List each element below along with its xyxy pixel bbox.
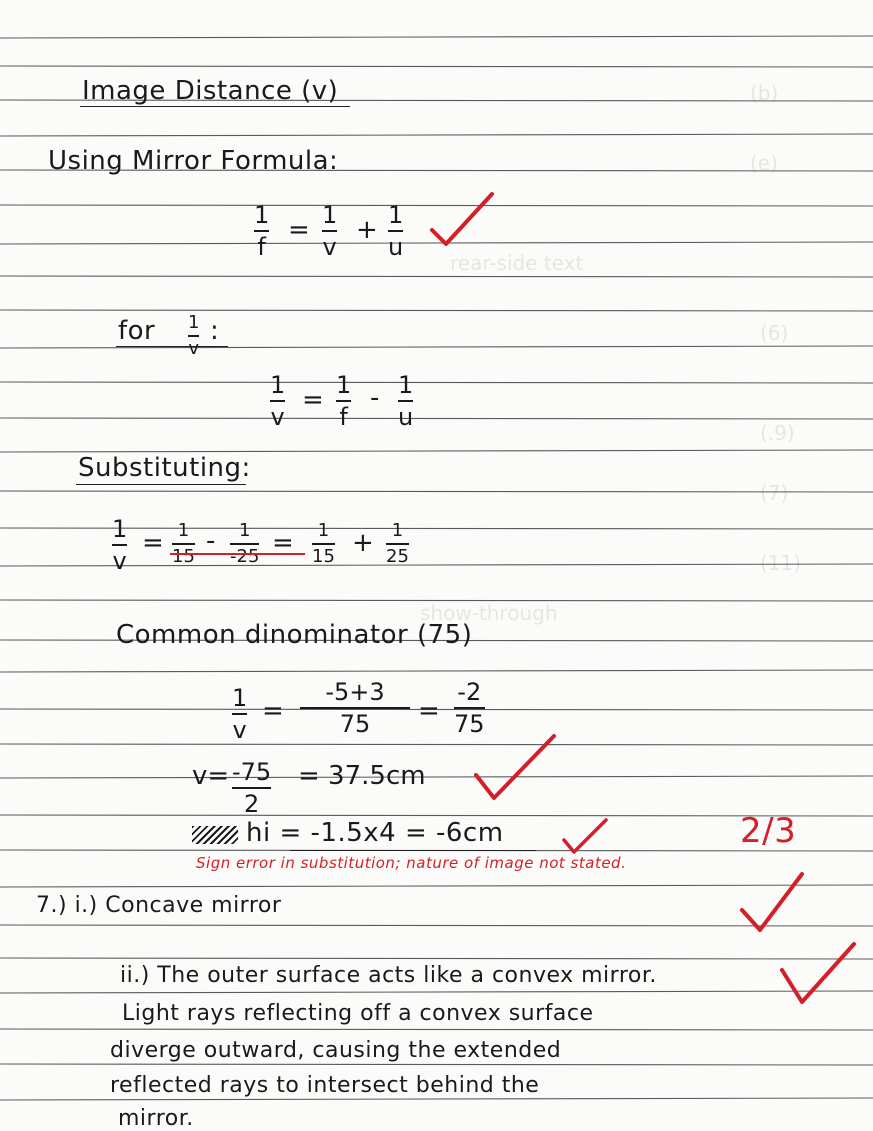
rule-line — [0, 418, 873, 419]
rule-line — [0, 450, 873, 452]
rule-line — [0, 1064, 873, 1065]
svg-text:(7): (7) — [760, 481, 789, 505]
formula-term-v: 1 v — [322, 201, 338, 261]
rule-line — [0, 670, 873, 672]
rule-line — [0, 991, 873, 993]
hi-underline — [290, 850, 536, 851]
for-colon: : — [210, 316, 219, 346]
formula-plus: + — [356, 215, 378, 245]
rule-line — [0, 776, 873, 778]
for-label: for — [118, 316, 156, 346]
rule-line — [0, 36, 873, 38]
heading-underline — [80, 106, 350, 107]
checkmark-icon — [470, 730, 560, 805]
sub-term-15b: 1 15 — [312, 520, 335, 567]
substituting-underline — [76, 484, 246, 485]
q7-ii-line-4: reflected rays to intersect behind the — [110, 1073, 540, 1098]
svg-text:(6): (6) — [760, 321, 789, 345]
svg-text:show-through: show-through — [420, 601, 558, 625]
svg-text:(b): (b) — [750, 81, 779, 105]
checkmark-icon — [560, 816, 610, 856]
sub-plus: + — [352, 528, 374, 558]
combine-equals-2: = — [418, 696, 440, 726]
svg-text:rear-side text: rear-side text — [450, 251, 584, 275]
rule-line — [0, 528, 873, 529]
rearranged-lhs: 1 v — [270, 371, 286, 431]
rearranged-term-f: 1 f — [336, 371, 352, 431]
substituting-label: Substituting: — [78, 453, 251, 483]
q7-ii-line-3: diverge outward, causing the extended — [110, 1038, 562, 1063]
rule-line — [0, 1098, 873, 1100]
formula-equals: = — [288, 215, 310, 245]
combine-result: -2 75 — [454, 678, 485, 738]
sub-equals-1: = — [142, 528, 164, 558]
combine-mid: -5+3 75 — [300, 680, 410, 736]
sub-lhs: 1 v — [112, 515, 128, 575]
svg-text:(e): (e) — [750, 151, 778, 175]
hi-line: hi = -1.5x4 = -6cm — [246, 818, 504, 848]
rule-line — [0, 564, 873, 566]
rearranged-term-u: 1 u — [398, 371, 414, 431]
v-fraction: -75 2 — [232, 758, 272, 818]
q7-ii-line-2: Light rays reflecting off a convex surface — [122, 1001, 594, 1026]
rule-line — [0, 744, 873, 745]
formula-lhs: 1 f — [254, 201, 270, 261]
sub-term-25: 1 25 — [386, 520, 409, 567]
rule-line — [0, 134, 873, 136]
q7-ii-line-1: ii.) The outer surface acts like a convex mirror. — [120, 963, 657, 988]
marker-note: Sign error in substitution; nature of image not stated. — [196, 854, 627, 872]
common-denominator-label: Common dinominator (75) — [116, 620, 473, 650]
sub-term-15: 1 15 — [172, 520, 195, 567]
rule-line — [0, 958, 873, 959]
checkmark-icon — [738, 870, 808, 935]
svg-text:(11): (11) — [760, 551, 802, 575]
rule-line — [0, 491, 873, 492]
rule-line — [0, 66, 873, 67]
rule-line — [0, 310, 873, 311]
error-underline — [170, 553, 305, 555]
combine-lhs: 1 v — [232, 684, 248, 744]
sub-term-neg25: 1 -25 — [230, 520, 260, 567]
rule-line — [0, 1029, 873, 1030]
checkmark-icon — [778, 940, 858, 1010]
subheading: Using Mirror Formula: — [48, 146, 339, 176]
rule-line — [0, 276, 873, 277]
q7-ii-line-5: mirror. — [118, 1106, 194, 1131]
sub-equals-2: = — [272, 528, 294, 558]
score: 2/3 — [740, 811, 797, 851]
checkmark-icon — [428, 190, 498, 250]
sub-minus: - — [206, 526, 216, 556]
for-fraction: 1 v — [188, 312, 200, 359]
section-heading: Image Distance (v) — [82, 76, 339, 106]
svg-text:(.9): (.9) — [760, 421, 795, 445]
combine-equals-1: = — [262, 696, 284, 726]
v-result: = 37.5cm — [298, 761, 426, 791]
rearranged-equals: = — [302, 385, 324, 415]
formula-term-u: 1 u — [388, 201, 404, 261]
q7-part-i: 7.) i.) Concave mirror — [36, 893, 282, 918]
v-prefix: v= — [192, 761, 230, 791]
for-underline — [116, 346, 228, 347]
scribble-mark — [192, 826, 238, 844]
rearranged-minus: - — [370, 383, 380, 413]
rule-line — [0, 382, 873, 383]
